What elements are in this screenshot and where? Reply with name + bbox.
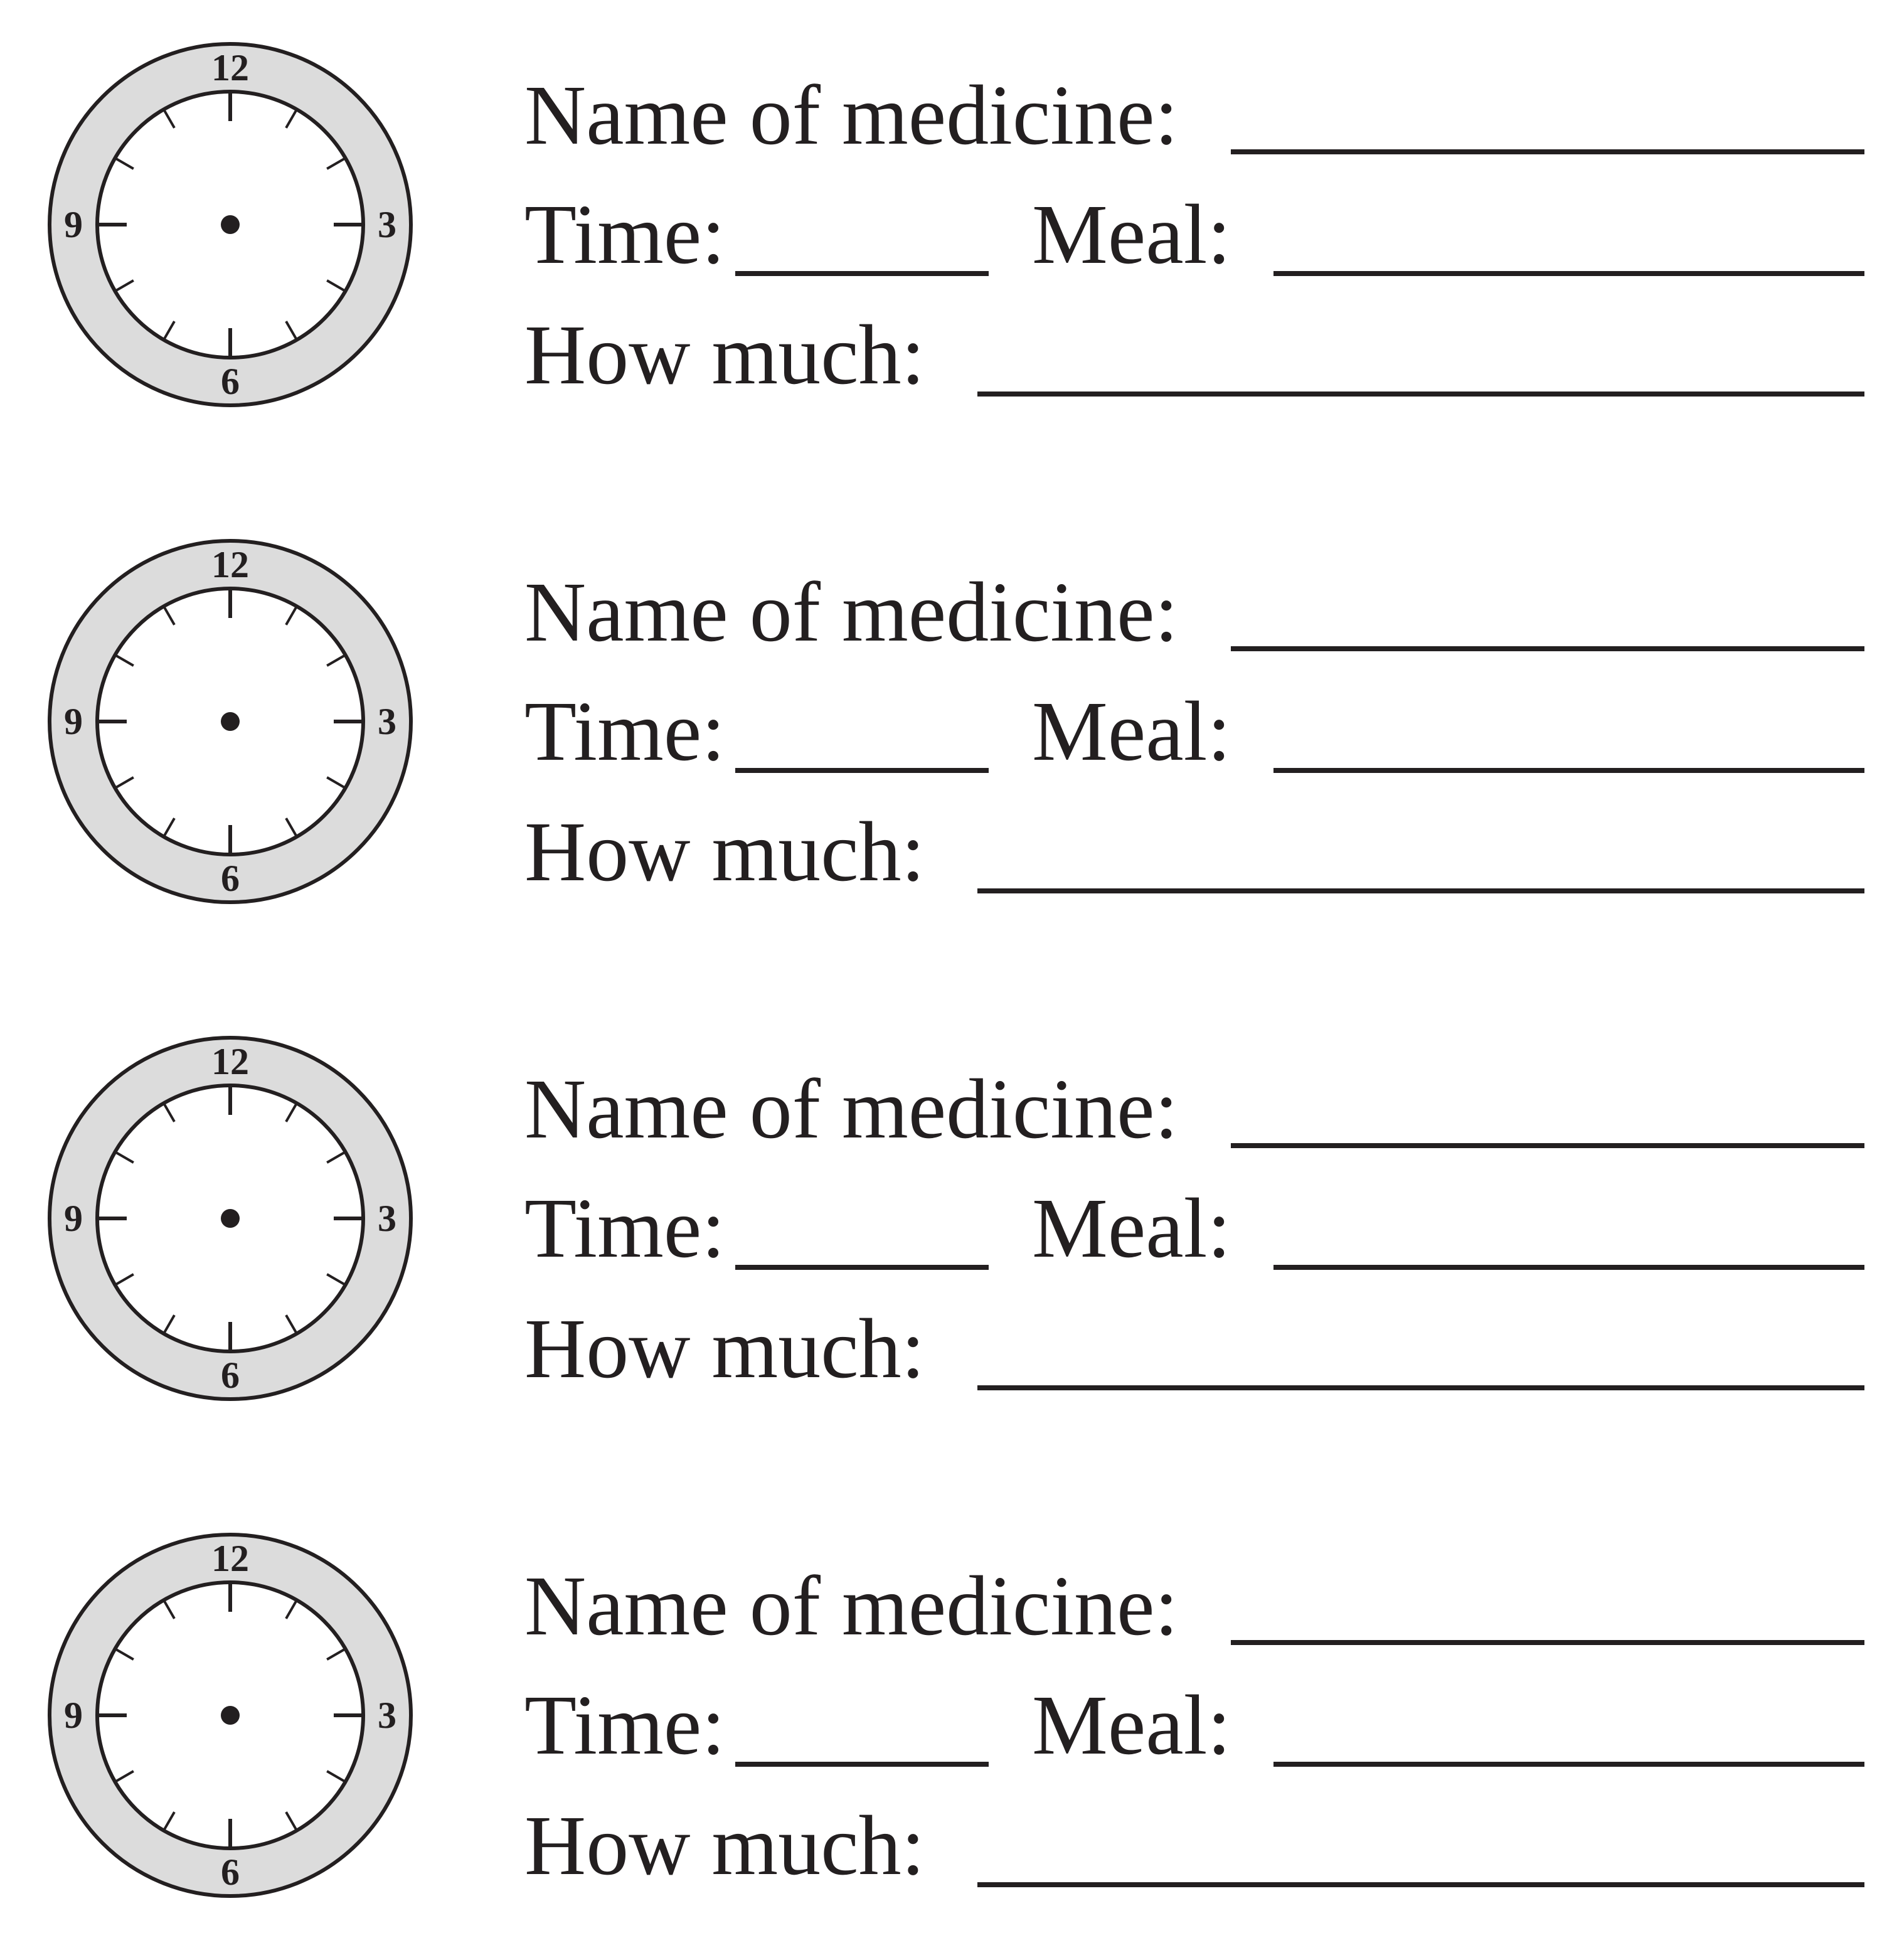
how-much-label: How much: <box>524 308 925 402</box>
clock-number-3: 3 <box>378 1695 396 1736</box>
name-of-medicine-field[interactable] <box>1231 646 1864 651</box>
time-label: Time: <box>524 684 726 779</box>
clock-number-12: 12 <box>211 47 249 88</box>
clock-center-dot <box>221 1706 240 1725</box>
clock-number-3: 3 <box>378 204 396 245</box>
clock-number-9: 9 <box>64 204 83 245</box>
clock-number-3: 3 <box>378 701 396 742</box>
clock-number-12: 12 <box>211 1041 249 1082</box>
clock-icon <box>45 40 415 410</box>
name-of-medicine-field[interactable] <box>1231 1143 1864 1148</box>
medicine-entry <box>0 994 1882 1396</box>
meal-label: Meal: <box>1032 1678 1231 1772</box>
time-field[interactable] <box>735 1762 989 1767</box>
meal-label: Meal: <box>1032 188 1231 282</box>
name-of-medicine-label: Name of medicine: <box>524 68 1179 162</box>
clock-number-12: 12 <box>211 544 249 585</box>
clock-number-9: 9 <box>64 1695 83 1736</box>
clock-center-dot <box>221 1209 240 1228</box>
name-of-medicine-label: Name of medicine: <box>524 1062 1179 1156</box>
medicine-entry <box>0 1491 1882 1893</box>
clock-number-6: 6 <box>221 858 240 899</box>
clock-icon <box>45 1033 415 1403</box>
clock-number-6: 6 <box>221 1355 240 1396</box>
meal-label: Meal: <box>1032 684 1231 779</box>
time-field[interactable] <box>735 271 989 276</box>
how-much-field[interactable] <box>977 1385 1864 1390</box>
clock-number-6: 6 <box>221 361 240 402</box>
clock-center-dot <box>221 712 240 731</box>
meal-label: Meal: <box>1032 1181 1231 1276</box>
time-label: Time: <box>524 188 726 282</box>
how-much-field[interactable] <box>977 888 1864 893</box>
meal-field[interactable] <box>1273 271 1864 276</box>
how-much-label: How much: <box>524 805 925 899</box>
how-much-label: How much: <box>524 1799 925 1893</box>
clock-number-12: 12 <box>211 1538 249 1579</box>
how-much-field[interactable] <box>977 1882 1864 1887</box>
how-much-label: How much: <box>524 1302 925 1396</box>
clock-icon <box>45 536 415 907</box>
name-of-medicine-label: Name of medicine: <box>524 565 1179 659</box>
time-field[interactable] <box>735 768 989 773</box>
clock-number-3: 3 <box>378 1198 396 1239</box>
time-label: Time: <box>524 1181 726 1276</box>
clock-icon <box>45 1530 415 1900</box>
name-of-medicine-field[interactable] <box>1231 149 1864 154</box>
meal-field[interactable] <box>1273 768 1864 773</box>
meal-field[interactable] <box>1273 1762 1864 1767</box>
how-much-field[interactable] <box>977 391 1864 397</box>
clock-number-9: 9 <box>64 1198 83 1239</box>
time-field[interactable] <box>735 1265 989 1270</box>
clock-number-6: 6 <box>221 1851 240 1893</box>
name-of-medicine-field[interactable] <box>1231 1640 1864 1645</box>
medicine-entry <box>0 0 1882 402</box>
meal-field[interactable] <box>1273 1265 1864 1270</box>
clock-center-dot <box>221 215 240 234</box>
medicine-entry <box>0 497 1882 899</box>
clock-number-9: 9 <box>64 701 83 742</box>
time-label: Time: <box>524 1678 726 1772</box>
name-of-medicine-label: Name of medicine: <box>524 1559 1179 1653</box>
